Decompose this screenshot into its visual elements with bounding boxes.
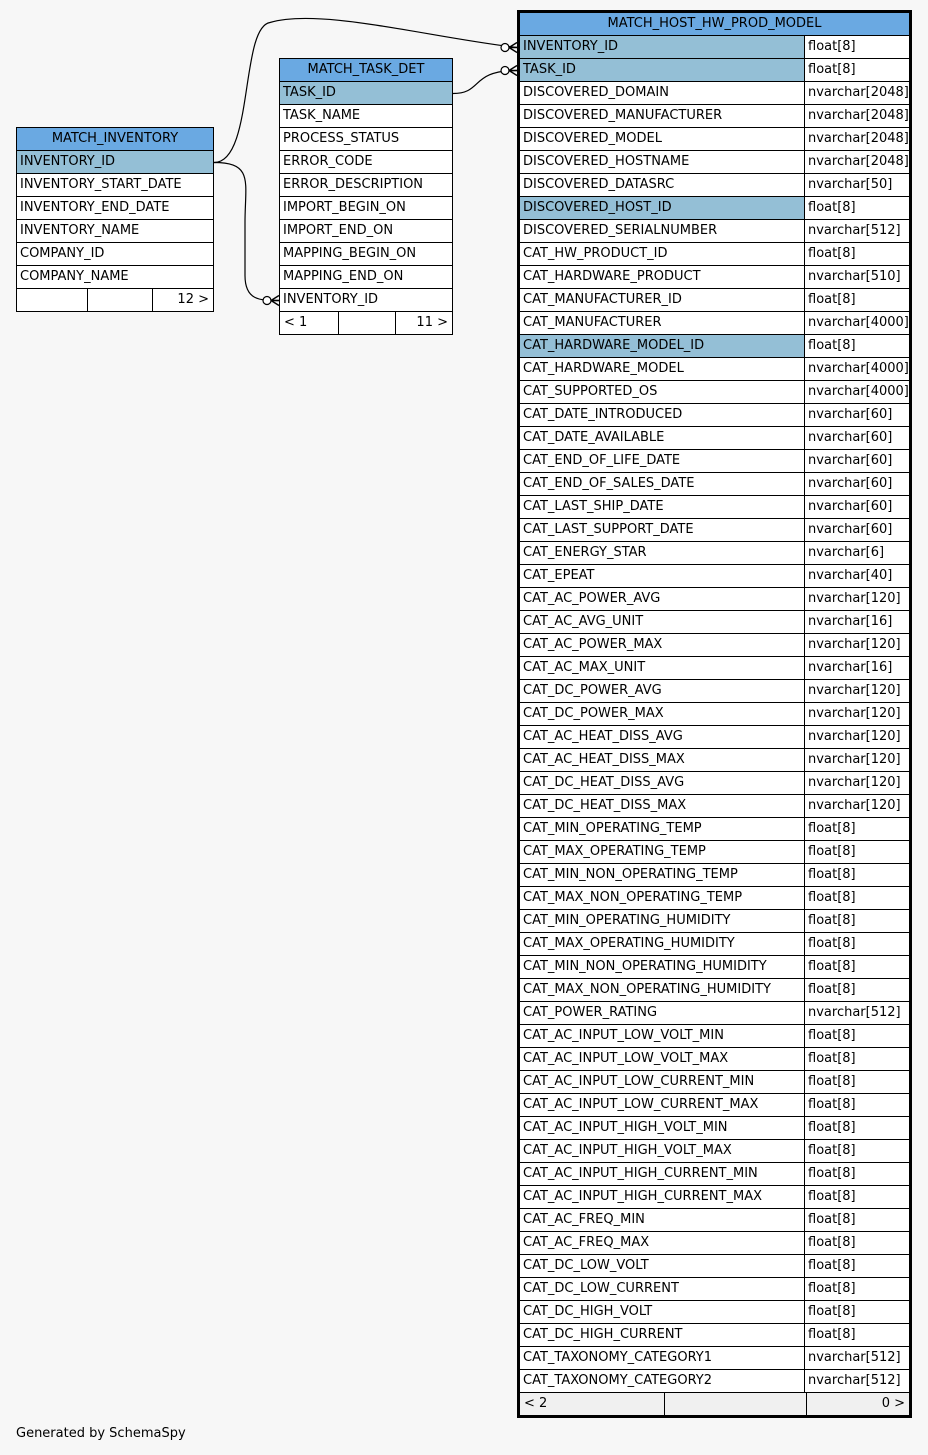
column-name: CAT_DATE_INTRODUCED	[520, 404, 805, 426]
column-name: INVENTORY_START_DATE	[20, 177, 182, 192]
column-row[interactable]	[17, 266, 213, 289]
column-row[interactable]	[520, 1140, 909, 1163]
column-name: INVENTORY_ID	[20, 154, 116, 169]
column-row[interactable]	[520, 473, 909, 496]
column-row[interactable]	[520, 1094, 909, 1117]
column-row[interactable]	[520, 1301, 909, 1324]
column-name: CAT_LAST_SHIP_DATE	[520, 496, 805, 518]
column-row[interactable]	[520, 565, 909, 588]
column-type: nvarchar[50]	[805, 174, 909, 196]
column-type: float[8]	[805, 243, 909, 265]
column-type: float[8]	[805, 864, 909, 886]
generated-by-credit[interactable]: Generated by SchemaSpy	[16, 1426, 186, 1441]
column-type: float[8]	[805, 1255, 909, 1277]
column-row[interactable]	[520, 1324, 909, 1347]
column-type: nvarchar[60]	[805, 496, 909, 518]
column-name: INVENTORY_ID	[520, 36, 805, 58]
column-type: nvarchar[512]	[805, 1347, 909, 1369]
column-row[interactable]	[520, 1048, 909, 1071]
column-name: CAT_AC_INPUT_LOW_CURRENT_MAX	[520, 1094, 805, 1116]
column-row[interactable]	[520, 1002, 909, 1025]
footer-middle	[88, 289, 153, 311]
relation-inventory-to-host-crowfoot-marker	[509, 43, 517, 53]
footer-children: 11 >	[416, 315, 448, 330]
column-row[interactable]	[520, 542, 909, 565]
column-row[interactable]	[520, 749, 909, 772]
column-name: CAT_MAX_OPERATING_HUMIDITY	[520, 933, 805, 955]
column-row[interactable]	[520, 910, 909, 933]
relation-inventory-to-host-optional-marker	[501, 44, 509, 52]
footer-middle	[665, 1393, 807, 1415]
column-type: float[8]	[805, 1186, 909, 1208]
footer-parents	[17, 289, 88, 311]
column-name: CAT_MIN_NON_OPERATING_HUMIDITY	[520, 956, 805, 978]
column-row[interactable]	[520, 174, 909, 197]
column-name: CAT_HARDWARE_PRODUCT	[520, 266, 805, 288]
column-name: CAT_SUPPORTED_OS	[520, 381, 805, 403]
column-name: INVENTORY_END_DATE	[20, 200, 170, 215]
column-type: float[8]	[805, 1094, 909, 1116]
column-name: CAT_MIN_OPERATING_TEMP	[520, 818, 805, 840]
column-type: float[8]	[805, 1324, 909, 1346]
column-type: float[8]	[805, 36, 909, 58]
column-row[interactable]	[520, 818, 909, 841]
column-name: CAT_TAXONOMY_CATEGORY2	[520, 1370, 805, 1392]
column-type: nvarchar[120]	[805, 680, 909, 702]
column-name: INVENTORY_ID	[283, 292, 379, 307]
column-name: DISCOVERED_HOSTNAME	[520, 151, 805, 173]
column-row[interactable]	[520, 1117, 909, 1140]
table-title[interactable]: MATCH_HOST_HW_PROD_MODEL	[520, 13, 909, 36]
column-name: CAT_HARDWARE_MODEL_ID	[520, 335, 805, 357]
footer-children: 0 >	[881, 1396, 905, 1411]
column-name: DISCOVERED_MANUFACTURER	[520, 105, 805, 127]
relation-inventory-to-taskdet-optional-marker	[263, 297, 271, 305]
column-name: CAT_MAX_NON_OPERATING_HUMIDITY	[520, 979, 805, 1001]
column-type: nvarchar[40]	[805, 565, 909, 587]
column-type: nvarchar[120]	[805, 703, 909, 725]
column-row[interactable]	[520, 105, 909, 128]
column-type: nvarchar[16]	[805, 611, 909, 633]
column-name: CAT_AC_FREQ_MIN	[520, 1209, 805, 1231]
column-name: CAT_AC_POWER_AVG	[520, 588, 805, 610]
column-row[interactable]	[280, 266, 452, 289]
column-type: nvarchar[512]	[805, 220, 909, 242]
column-name: TASK_ID	[520, 59, 805, 81]
column-row[interactable]	[520, 197, 909, 220]
column-row[interactable]	[520, 887, 909, 910]
column-type: float[8]	[805, 335, 909, 357]
column-type: nvarchar[2048]	[805, 82, 909, 104]
column-row[interactable]	[520, 335, 909, 358]
column-row[interactable]	[520, 1255, 909, 1278]
column-row[interactable]	[520, 151, 909, 174]
column-name: ERROR_CODE	[283, 154, 373, 169]
column-row[interactable]	[520, 588, 909, 611]
table-match-inventory[interactable]	[16, 127, 214, 312]
column-row[interactable]	[280, 289, 452, 312]
column-row[interactable]	[520, 358, 909, 381]
column-type: float[8]	[805, 956, 909, 978]
column-type: nvarchar[4000]	[805, 381, 909, 403]
column-row[interactable]	[17, 220, 213, 243]
table-match-task-det[interactable]	[279, 58, 453, 335]
column-type: nvarchar[16]	[805, 657, 909, 679]
relation-taskdet-to-host-crowfoot-marker	[509, 66, 517, 76]
column-type: nvarchar[2048]	[805, 151, 909, 173]
column-name: CAT_AC_INPUT_LOW_VOLT_MAX	[520, 1048, 805, 1070]
column-name: CAT_MAX_OPERATING_TEMP	[520, 841, 805, 863]
column-type: nvarchar[120]	[805, 749, 909, 771]
column-type: float[8]	[805, 818, 909, 840]
column-row[interactable]	[520, 404, 909, 427]
footer-middle	[339, 312, 396, 334]
column-row[interactable]	[520, 979, 909, 1002]
column-row[interactable]	[520, 1163, 909, 1186]
column-name: MAPPING_END_ON	[283, 269, 404, 284]
column-row[interactable]	[520, 36, 909, 59]
column-name: CAT_LAST_SUPPORT_DATE	[520, 519, 805, 541]
relation-inventory-to-taskdet	[214, 163, 279, 301]
column-type: nvarchar[60]	[805, 450, 909, 472]
column-row[interactable]	[520, 772, 909, 795]
column-type: nvarchar[510]	[805, 266, 909, 288]
column-name: CAT_DC_LOW_VOLT	[520, 1255, 805, 1277]
column-name: CAT_DC_HEAT_DISS_MAX	[520, 795, 805, 817]
column-type: float[8]	[805, 1140, 909, 1162]
column-row[interactable]	[520, 634, 909, 657]
column-row[interactable]	[280, 220, 452, 243]
column-name: IMPORT_BEGIN_ON	[283, 200, 406, 215]
column-type: nvarchar[2048]	[805, 128, 909, 150]
column-row[interactable]	[520, 680, 909, 703]
relation-taskdet-to-host-optional-marker	[501, 67, 509, 75]
column-type: nvarchar[120]	[805, 772, 909, 794]
column-name: DISCOVERED_DOMAIN	[520, 82, 805, 104]
column-type: nvarchar[60]	[805, 427, 909, 449]
column-name: CAT_TAXONOMY_CATEGORY1	[520, 1347, 805, 1369]
column-name: CAT_AC_FREQ_MAX	[520, 1232, 805, 1254]
column-row[interactable]	[520, 82, 909, 105]
column-type: float[8]	[805, 1071, 909, 1093]
column-row[interactable]	[520, 841, 909, 864]
column-name: CAT_HARDWARE_MODEL	[520, 358, 805, 380]
column-row[interactable]	[520, 864, 909, 887]
column-name: CAT_AC_INPUT_HIGH_VOLT_MAX	[520, 1140, 805, 1162]
column-row[interactable]	[520, 726, 909, 749]
column-row[interactable]	[520, 657, 909, 680]
column-row[interactable]	[520, 381, 909, 404]
column-row[interactable]	[520, 450, 909, 473]
column-row[interactable]	[520, 243, 909, 266]
table-match-host-hw-prod-model[interactable]	[517, 10, 912, 1418]
column-name: CAT_HW_PRODUCT_ID	[520, 243, 805, 265]
column-name: CAT_AC_HEAT_DISS_AVG	[520, 726, 805, 748]
column-row[interactable]	[520, 1186, 909, 1209]
column-name: IMPORT_END_ON	[283, 223, 394, 238]
column-row[interactable]	[280, 197, 452, 220]
column-type: float[8]	[805, 1163, 909, 1185]
column-name: CAT_MANUFACTURER	[520, 312, 805, 334]
column-name: DISCOVERED_MODEL	[520, 128, 805, 150]
column-type: float[8]	[805, 933, 909, 955]
column-row[interactable]	[520, 795, 909, 818]
column-name: PROCESS_STATUS	[283, 131, 400, 146]
column-name: COMPANY_NAME	[20, 269, 129, 284]
column-type: nvarchar[120]	[805, 795, 909, 817]
column-row[interactable]	[520, 519, 909, 542]
column-row[interactable]	[280, 82, 452, 105]
column-type: nvarchar[4000]	[805, 358, 909, 380]
column-name: DISCOVERED_HOST_ID	[520, 197, 805, 219]
column-row[interactable]	[520, 1370, 909, 1393]
column-row[interactable]	[280, 151, 452, 174]
column-name: CAT_END_OF_LIFE_DATE	[520, 450, 805, 472]
column-name: CAT_AC_INPUT_HIGH_CURRENT_MAX	[520, 1186, 805, 1208]
table-title[interactable]: MATCH_TASK_DET	[280, 59, 452, 82]
column-name: CAT_DC_POWER_MAX	[520, 703, 805, 725]
column-type: float[8]	[805, 910, 909, 932]
column-name: COMPANY_ID	[20, 246, 105, 261]
column-row[interactable]	[520, 1209, 909, 1232]
column-type: nvarchar[60]	[805, 519, 909, 541]
column-row[interactable]	[520, 1025, 909, 1048]
column-type: nvarchar[60]	[805, 473, 909, 495]
column-name: TASK_ID	[283, 85, 336, 100]
column-row[interactable]	[17, 243, 213, 266]
column-type: float[8]	[805, 841, 909, 863]
column-name: CAT_AC_POWER_MAX	[520, 634, 805, 656]
column-type: nvarchar[512]	[805, 1370, 909, 1392]
column-name: CAT_AC_INPUT_HIGH_CURRENT_MIN	[520, 1163, 805, 1185]
table-footer	[520, 1393, 909, 1415]
column-type: float[8]	[805, 1048, 909, 1070]
table-footer	[280, 312, 452, 334]
column-name: CAT_DC_LOW_CURRENT	[520, 1278, 805, 1300]
table-footer	[17, 289, 213, 311]
column-type: float[8]	[805, 1209, 909, 1231]
column-name: TASK_NAME	[283, 108, 361, 123]
column-name: CAT_DC_HIGH_CURRENT	[520, 1324, 805, 1346]
column-name: CAT_AC_INPUT_HIGH_VOLT_MIN	[520, 1117, 805, 1139]
column-row[interactable]	[280, 105, 452, 128]
footer-parents: < 2	[520, 1393, 665, 1415]
column-row[interactable]	[520, 933, 909, 956]
column-name: CAT_DC_POWER_AVG	[520, 680, 805, 702]
column-row[interactable]	[520, 312, 909, 335]
column-name: DISCOVERED_SERIALNUMBER	[520, 220, 805, 242]
column-type: float[8]	[805, 1117, 909, 1139]
column-name: CAT_AC_MAX_UNIT	[520, 657, 805, 679]
column-type: float[8]	[805, 197, 909, 219]
column-type: nvarchar[120]	[805, 634, 909, 656]
column-name: DISCOVERED_DATASRC	[520, 174, 805, 196]
column-name: CAT_POWER_RATING	[520, 1002, 805, 1024]
column-name: CAT_MANUFACTURER_ID	[520, 289, 805, 311]
column-name: CAT_AC_HEAT_DISS_MAX	[520, 749, 805, 771]
table-title[interactable]: MATCH_INVENTORY	[17, 128, 213, 151]
column-type: float[8]	[805, 887, 909, 909]
column-type: float[8]	[805, 1232, 909, 1254]
column-name: CAT_AC_AVG_UNIT	[520, 611, 805, 633]
column-row[interactable]	[520, 128, 909, 151]
column-type: nvarchar[60]	[805, 404, 909, 426]
column-name: MAPPING_BEGIN_ON	[283, 246, 417, 261]
column-row[interactable]	[520, 266, 909, 289]
column-name: INVENTORY_NAME	[20, 223, 140, 238]
column-row[interactable]	[520, 289, 909, 312]
column-name: CAT_ENERGY_STAR	[520, 542, 805, 564]
footer-parents: < 1	[280, 312, 339, 334]
column-row[interactable]	[520, 703, 909, 726]
column-name: CAT_EPEAT	[520, 565, 805, 587]
column-row[interactable]	[17, 174, 213, 197]
column-row[interactable]	[520, 427, 909, 450]
column-row[interactable]	[520, 1347, 909, 1370]
column-name: CAT_MAX_NON_OPERATING_TEMP	[520, 887, 805, 909]
column-name: ERROR_DESCRIPTION	[283, 177, 424, 192]
column-type: nvarchar[4000]	[805, 312, 909, 334]
column-name: CAT_AC_INPUT_LOW_CURRENT_MIN	[520, 1071, 805, 1093]
column-row[interactable]	[520, 1278, 909, 1301]
column-row[interactable]	[17, 197, 213, 220]
footer-children: 12 >	[177, 292, 209, 307]
column-row[interactable]	[520, 496, 909, 519]
column-type: float[8]	[805, 1025, 909, 1047]
relation-inventory-to-taskdet-crowfoot-marker	[271, 296, 279, 306]
column-type: nvarchar[120]	[805, 726, 909, 748]
column-type: float[8]	[805, 1278, 909, 1300]
column-type: float[8]	[805, 59, 909, 81]
column-name: CAT_DATE_AVAILABLE	[520, 427, 805, 449]
column-row[interactable]	[520, 59, 909, 82]
column-type: nvarchar[6]	[805, 542, 909, 564]
column-type: nvarchar[2048]	[805, 105, 909, 127]
column-type: float[8]	[805, 289, 909, 311]
column-row[interactable]	[520, 220, 909, 243]
column-row[interactable]	[280, 243, 452, 266]
column-row[interactable]	[520, 1071, 909, 1094]
column-type: float[8]	[805, 1301, 909, 1323]
column-name: CAT_DC_HIGH_VOLT	[520, 1301, 805, 1323]
column-name: CAT_MIN_NON_OPERATING_TEMP	[520, 864, 805, 886]
column-type: nvarchar[120]	[805, 588, 909, 610]
column-row[interactable]	[280, 128, 452, 151]
column-row[interactable]	[520, 611, 909, 634]
column-row[interactable]	[280, 174, 452, 197]
column-name: CAT_MIN_OPERATING_HUMIDITY	[520, 910, 805, 932]
column-row[interactable]	[17, 151, 213, 174]
column-row[interactable]	[520, 1232, 909, 1255]
column-row[interactable]	[520, 956, 909, 979]
column-name: CAT_END_OF_SALES_DATE	[520, 473, 805, 495]
column-type: nvarchar[512]	[805, 1002, 909, 1024]
column-name: CAT_DC_HEAT_DISS_AVG	[520, 772, 805, 794]
column-type: float[8]	[805, 979, 909, 1001]
column-name: CAT_AC_INPUT_LOW_VOLT_MIN	[520, 1025, 805, 1047]
